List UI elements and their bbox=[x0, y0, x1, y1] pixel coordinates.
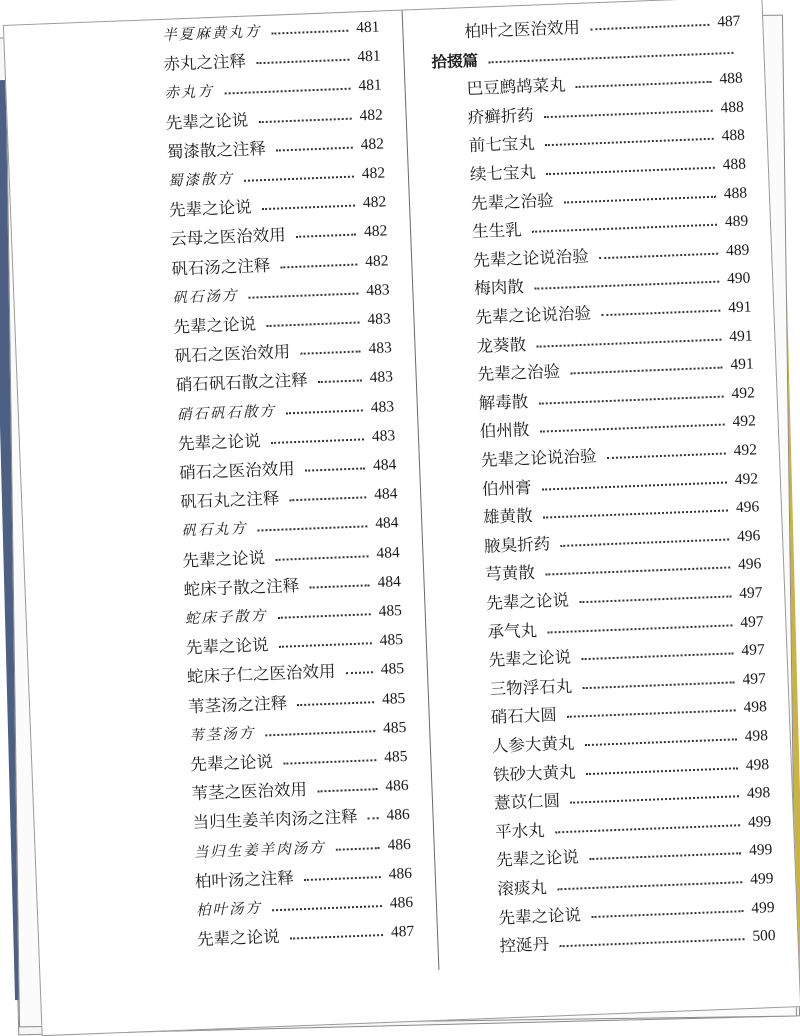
toc-entry-page-number: 482 bbox=[362, 193, 387, 212]
toc-entry-title: 柏叶汤方 bbox=[195, 900, 263, 920]
toc-entry-title: 承气丸 bbox=[487, 620, 538, 642]
toc-entry-page-number: 497 bbox=[738, 584, 763, 603]
leader-dots bbox=[583, 681, 735, 689]
toc-entry-title: 腋臭折药 bbox=[483, 534, 551, 556]
toc-entry-page-number: 481 bbox=[357, 47, 381, 66]
leader-dots bbox=[248, 292, 358, 298]
leader-dots bbox=[280, 263, 357, 268]
toc-entry-title: 先辈之论说 bbox=[182, 547, 266, 571]
leader-dots bbox=[317, 788, 377, 792]
leader-dots bbox=[607, 453, 726, 460]
toc-entry-title: 先辈之论说 bbox=[165, 110, 249, 133]
leader-dots bbox=[555, 824, 740, 833]
toc-entry-title: 硝石之医治效用 bbox=[178, 459, 295, 483]
toc-entry-page-number: 498 bbox=[744, 727, 769, 746]
toc-entry-title: 先辈之治验 bbox=[470, 190, 554, 213]
toc-entry-title: 蜀漆散方 bbox=[167, 171, 235, 190]
toc-entry-page-number: 488 bbox=[722, 155, 747, 174]
toc-entry-page-number: 487 bbox=[390, 923, 415, 941]
toc-entry-page-number: 485 bbox=[379, 631, 404, 650]
toc-entry-page-number: 485 bbox=[380, 660, 405, 679]
leader-dots bbox=[272, 905, 382, 911]
toc-entry-page-number: 485 bbox=[381, 689, 406, 708]
toc-entry-title: 赤丸之注释 bbox=[163, 51, 247, 75]
leader-dots bbox=[601, 310, 720, 317]
toc-entry-page-number: 486 bbox=[387, 835, 412, 854]
leader-dots bbox=[257, 526, 367, 532]
toc-entry-page-number: 498 bbox=[745, 755, 770, 774]
toc-entry-page-number: 499 bbox=[749, 870, 774, 888]
toc-entry-page-number: 483 bbox=[371, 427, 396, 445]
toc-entry-title: 蜀漆散之注释 bbox=[166, 138, 267, 162]
toc-entry-title: 云母之医治效用 bbox=[169, 225, 286, 250]
leader-dots bbox=[591, 910, 743, 918]
toc-entry-title: 蛇床子散方 bbox=[184, 608, 268, 628]
toc-entry-page-number: 486 bbox=[389, 893, 414, 912]
toc-entry-title: 先辈之论说治验 bbox=[472, 246, 590, 270]
leader-dots bbox=[557, 881, 742, 890]
toc-entry-page-number: 498 bbox=[746, 784, 771, 803]
leader-dots bbox=[570, 795, 739, 803]
toc-entry-page-number: 500 bbox=[752, 927, 776, 946]
leader-dots bbox=[576, 81, 712, 88]
leader-dots bbox=[532, 224, 717, 233]
leader-dots bbox=[283, 759, 376, 765]
toc-entry-title: 苇茎汤之注释 bbox=[187, 693, 288, 716]
toc-entry-page-number: 484 bbox=[374, 514, 399, 533]
leader-dots bbox=[548, 624, 733, 633]
leader-dots bbox=[540, 424, 725, 433]
toc-entry-title: 先辈之论说 bbox=[185, 635, 269, 658]
toc-entry-title: 柏叶之医治效用 bbox=[464, 17, 581, 42]
toc-entry-page-number: 490 bbox=[726, 269, 751, 288]
toc-entry-page-number: 482 bbox=[361, 164, 386, 183]
toc-entry-page-number: 498 bbox=[743, 698, 768, 717]
leader-dots bbox=[544, 110, 713, 118]
toc-entry-title: 苇茎汤方 bbox=[188, 725, 256, 745]
toc-entry-title: 滚痰丸 bbox=[497, 877, 548, 899]
leader-dots bbox=[310, 584, 370, 588]
toc-entry-page-number: 489 bbox=[725, 241, 750, 260]
leader-dots bbox=[579, 595, 731, 603]
toc-entry-page-number: 485 bbox=[383, 747, 408, 766]
toc-column-left bbox=[34, 12, 415, 950]
toc-entry-title: 前七宝丸 bbox=[468, 134, 536, 156]
toc-entry-page-number: 492 bbox=[731, 384, 756, 403]
leader-dots bbox=[542, 481, 727, 490]
toc-entry-title: 先辈之论说 bbox=[173, 314, 257, 337]
toc-entry-page-number: 483 bbox=[369, 368, 394, 387]
toc-entry-page-number: 482 bbox=[360, 135, 385, 154]
leader-dots bbox=[599, 252, 718, 259]
toc-entry-title: 先辈之论说 bbox=[488, 647, 572, 670]
toc-entry-title: 蛇床子仁之医治效用 bbox=[186, 662, 336, 687]
toc-entry-title: 矾石之医治效用 bbox=[174, 342, 291, 366]
leader-dots bbox=[571, 367, 723, 375]
toc-entry-title: 先辈之论说 bbox=[486, 590, 570, 613]
leader-dots bbox=[286, 409, 363, 414]
toc-entry-title: 矾石汤之注释 bbox=[170, 255, 271, 279]
toc-entry-title: 巴豆鹧鸪菜丸 bbox=[466, 75, 566, 99]
toc-entry-title: 疥癣折药 bbox=[467, 105, 535, 127]
toc-entry-title: 薏苡仁圆 bbox=[493, 791, 561, 813]
toc-entry-title: 龙葵散 bbox=[476, 334, 527, 356]
toc-entry-title: 芎黄散 bbox=[484, 563, 536, 585]
leader-dots bbox=[276, 555, 369, 561]
toc-entry-page-number: 486 bbox=[385, 777, 409, 796]
leader-dots bbox=[296, 234, 356, 238]
toc-entry-page-number: 486 bbox=[388, 864, 413, 883]
toc-entry-page-number: 487 bbox=[716, 12, 741, 31]
leader-dots bbox=[256, 59, 349, 65]
leader-dots bbox=[265, 730, 375, 736]
toc-entry-title: 当归生姜羊肉汤之注释 bbox=[192, 807, 358, 833]
toc-entry-page-number: 483 bbox=[365, 281, 390, 299]
toc-entry-title: 先辈之论说 bbox=[196, 927, 280, 950]
toc-entry-page-number: 488 bbox=[723, 184, 748, 202]
toc-entry-title: 蛇床子散之注释 bbox=[183, 575, 300, 600]
toc-entry-title: 雄黄散 bbox=[482, 506, 533, 528]
toc-entry-title: 梅肉散 bbox=[473, 277, 525, 299]
toc-entry-page-number: 491 bbox=[729, 327, 753, 345]
toc-entry-page-number: 492 bbox=[732, 412, 757, 431]
leader-dots bbox=[276, 146, 353, 151]
leader-dots bbox=[297, 701, 374, 706]
toc-entry-page-number: 484 bbox=[377, 572, 402, 591]
leader-dots bbox=[560, 938, 745, 947]
toc-column-right bbox=[422, 0, 776, 956]
toc-entry-page-number: 488 bbox=[720, 98, 745, 117]
leader-dots bbox=[545, 567, 730, 576]
leader-dots bbox=[271, 30, 348, 35]
toc-entry-title: 先辈之论说治验 bbox=[480, 446, 597, 470]
toc-entry-title: 硝石矾石散之注释 bbox=[175, 370, 309, 395]
toc-entry-title: 先辈之论说 bbox=[190, 752, 274, 775]
leader-dots bbox=[290, 934, 383, 940]
toc-entry-page-number: 485 bbox=[378, 602, 403, 620]
leader-dots bbox=[589, 853, 741, 861]
leader-dots bbox=[564, 195, 716, 203]
leader-dots bbox=[289, 497, 366, 502]
toc-entry-page-number: 483 bbox=[367, 310, 391, 329]
toc-entry-page-number: 496 bbox=[735, 498, 760, 517]
leader-dots bbox=[534, 281, 719, 290]
leader-dots bbox=[368, 818, 379, 820]
leader-dots bbox=[278, 613, 371, 619]
toc-entry-page-number: 492 bbox=[733, 441, 758, 460]
toc-entry-page-number: 491 bbox=[730, 355, 755, 374]
toc-entry-page-number: 499 bbox=[750, 898, 775, 917]
toc-entry-title: 伯州散 bbox=[479, 420, 530, 442]
toc-entry-page-number: 482 bbox=[359, 106, 384, 124]
leader-dots bbox=[539, 395, 724, 404]
toc-entry-title: 先辈之论说 bbox=[168, 197, 252, 220]
toc-entry-page-number: 489 bbox=[724, 212, 749, 231]
toc-entry-title: 硝石矾石散方 bbox=[176, 403, 277, 424]
toc-entry-page-number: 482 bbox=[363, 222, 388, 241]
toc-entry-page-number: 496 bbox=[737, 555, 762, 574]
toc-entry-title: 赤丸方 bbox=[164, 84, 215, 103]
leader-dots bbox=[590, 24, 709, 31]
toc-entry-title: 苇茎之医治效用 bbox=[191, 780, 308, 804]
leader-dots bbox=[582, 653, 734, 661]
toc-entry-page-number: 496 bbox=[736, 527, 761, 545]
toc-entry-title: 解毒散 bbox=[478, 391, 529, 413]
toc-entry-page-number: 499 bbox=[747, 812, 772, 831]
toc-entry-page-number: 485 bbox=[382, 718, 407, 737]
toc-entry-page-number: 484 bbox=[376, 543, 400, 562]
toc-entry-page-number: 488 bbox=[721, 126, 746, 145]
leader-dots bbox=[585, 738, 737, 746]
leader-dots bbox=[225, 88, 351, 95]
toc-entry-title: 先辈之论说 bbox=[498, 905, 582, 928]
toc-entry-page-number: 497 bbox=[742, 669, 767, 688]
toc-entry-title: 矾石丸之注释 bbox=[179, 488, 280, 512]
book-page bbox=[3, 0, 800, 1036]
toc-entry-title: 矾石丸方 bbox=[181, 521, 248, 540]
leader-dots bbox=[305, 467, 365, 471]
toc-entry-page-number: 491 bbox=[727, 298, 752, 317]
toc-entry-title: 人参大黄丸 bbox=[491, 733, 575, 756]
leader-dots bbox=[318, 380, 362, 384]
toc-entry-title: 先辈之论说治验 bbox=[475, 303, 592, 328]
toc-entry-page-number: 483 bbox=[370, 397, 395, 416]
toc-entry-title: 先辈之论说 bbox=[495, 847, 580, 871]
toc-entry-title: 生生乳 bbox=[471, 220, 522, 242]
leader-dots bbox=[567, 710, 736, 718]
toc-entry-title: 半夏麻黄丸方 bbox=[162, 24, 262, 44]
toc-entry-title: 当归生姜羊肉汤方 bbox=[193, 839, 326, 861]
toc-entry-title: 伯州膏 bbox=[481, 477, 532, 499]
leader-dots bbox=[267, 321, 360, 327]
toc-entry-title: 铁砂大黄丸 bbox=[492, 762, 576, 785]
leader-dots bbox=[537, 338, 722, 347]
toc-entry-page-number: 499 bbox=[748, 841, 773, 860]
leader-dots bbox=[489, 52, 734, 63]
leader-dots bbox=[346, 672, 373, 675]
toc-entry-page-number: 497 bbox=[739, 612, 764, 631]
toc-entry-title: 三物浮石丸 bbox=[489, 676, 573, 699]
leader-dots bbox=[543, 510, 728, 519]
toc-entry-page-number: 488 bbox=[719, 69, 744, 88]
toc-entry-title: 续七宝丸 bbox=[469, 162, 537, 185]
toc-entry-title: 控涎丹 bbox=[499, 934, 550, 956]
toc-entry-page-number: 484 bbox=[373, 485, 398, 504]
leader-dots bbox=[301, 351, 361, 355]
leader-dots bbox=[560, 538, 729, 546]
leader-dots bbox=[336, 847, 380, 851]
toc-entry-title: 柏叶汤之注释 bbox=[194, 868, 295, 892]
toc-entry-title: 平水丸 bbox=[494, 820, 546, 842]
toc-entry-title: 矾石汤方 bbox=[172, 287, 239, 307]
toc-entry-page-number: 481 bbox=[358, 76, 383, 95]
toc-entry-page-number: 486 bbox=[386, 806, 411, 825]
toc-entry-title: 硝石大圆 bbox=[490, 705, 558, 728]
toc-entry-page-number: 484 bbox=[372, 456, 397, 475]
toc-entry-page-number: 481 bbox=[355, 18, 380, 37]
toc-entry-page-number: 497 bbox=[741, 641, 765, 660]
leader-dots bbox=[262, 205, 355, 211]
leader-dots bbox=[259, 117, 352, 123]
leader-dots bbox=[545, 138, 714, 146]
leader-dots bbox=[304, 876, 381, 881]
toc-entry-title: 拾掇篇 bbox=[431, 51, 479, 72]
leader-dots bbox=[271, 438, 364, 444]
toc-entry-page-number: 483 bbox=[368, 339, 393, 358]
leader-dots bbox=[244, 176, 354, 182]
leader-dots bbox=[546, 167, 715, 175]
toc-entry-page-number: 492 bbox=[734, 469, 759, 488]
toc-entry-title: 先辈之论说 bbox=[177, 431, 261, 454]
leader-dots bbox=[586, 767, 738, 775]
toc-entry-page-number: 482 bbox=[364, 251, 389, 270]
toc-entry-title: 先辈之治验 bbox=[477, 362, 561, 385]
leader-dots bbox=[279, 642, 372, 648]
